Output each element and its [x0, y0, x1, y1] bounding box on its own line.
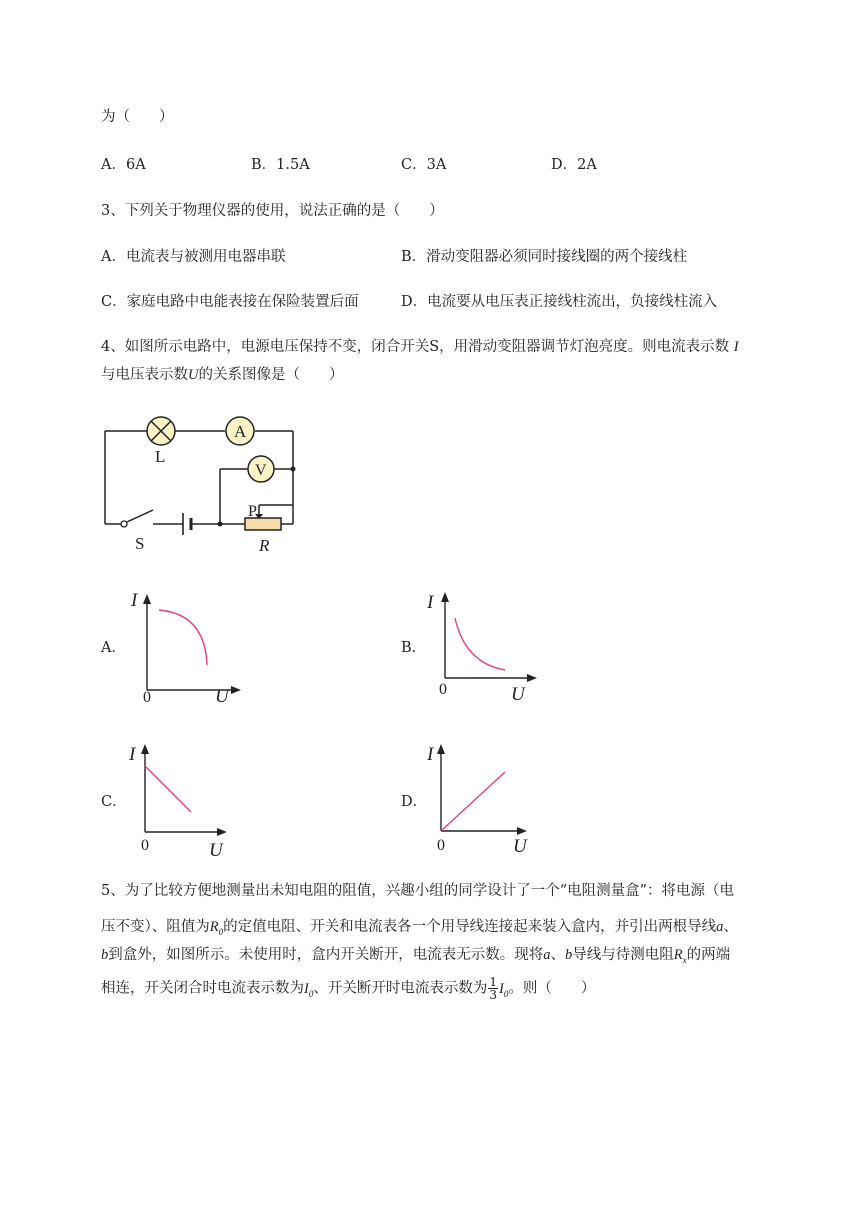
graph-b-origin: 0 [439, 681, 447, 698]
fraction-one-third: $\frac{1}{3}$ [489, 975, 497, 1002]
circuit-diagram [95, 405, 315, 560]
graph-d-x-label: U [513, 836, 527, 857]
switch-icon [121, 521, 127, 527]
lamp-icon [147, 417, 175, 445]
rheostat-label: R [259, 536, 270, 555]
voltmeter-label: V [255, 462, 267, 479]
var-i: I [733, 339, 739, 355]
graph-c-x-label: U [209, 840, 223, 860]
q4-option-c-label: C． [101, 794, 127, 810]
q3-option-a: A．电流表与被测用电器串联 [101, 249, 286, 265]
q2-option-b: B．1.5A [251, 157, 310, 173]
q3-option-d: D．电流要从电压表正接线柱流出，负接线柱流入 [401, 294, 718, 310]
q4-option-d-label: D． [401, 794, 428, 810]
q2-option-c: C．3A [401, 157, 447, 173]
ammeter-label: A [234, 422, 247, 441]
graph-b-y-label: I [427, 592, 434, 613]
graph-c-y-label: I [129, 744, 136, 765]
graph-b-curve [455, 618, 505, 670]
q3-option-c: C．家庭电路中电能表接在保险装置后面 [101, 294, 359, 310]
var-r0: $R_0$ [209, 919, 224, 937]
lamp-label: L [155, 447, 166, 466]
q3-stem: 3、下列关于物理仪器的使用，说法正确的是（ ） [101, 203, 444, 219]
graph-a [125, 590, 245, 705]
graph-b-x-label: U [511, 684, 525, 703]
graph-a-x-label: U [215, 686, 229, 705]
graph-d-origin: 0 [437, 837, 445, 854]
q4-option-b-label: B． [401, 640, 427, 656]
switch-label: S [135, 534, 145, 553]
var-i0: $I_0$ [304, 980, 314, 999]
q4-stem-line2: 与电压表示数U的关系图像是（ ） [101, 367, 344, 383]
graph-a-origin: 0 [143, 689, 151, 705]
q5-stem-line2: 压不变）、阻值为$R_0$的定值电阻、开关和电流表各一个用导线连接起来装入盒内，并引出两根导线a、 [101, 919, 738, 937]
q2-option-a: A．6A [101, 157, 146, 173]
var-rx: $R_x$ [673, 947, 687, 965]
q5-stem-line3: b到盒外，如图所示。未使用时，盒内开关断开，电流表无示数。现将a、b导线与待测电阻$R_x$的两端 [101, 947, 731, 965]
graph-c-origin: 0 [141, 837, 149, 854]
graph-a-curve [159, 610, 207, 665]
q2-stem-tail: 为（ ） [101, 109, 174, 125]
q2-option-d: D．2A [551, 157, 597, 173]
battery-icon [183, 513, 191, 535]
graph-c [125, 740, 245, 860]
graph-c-line [145, 766, 191, 812]
q4-stem-line1: 4、如图所示电路中，电源电压保持不变，闭合开关S，用滑动变阻器调节灯泡亮度。则电流表示数 I [101, 339, 739, 355]
slider-label: P [248, 503, 257, 520]
q3-option-b: B．滑动变阻器必须同时接线圈的两个接线柱 [401, 249, 688, 265]
q5-stem-line4: 相连，开关闭合时电流表示数为$I_0$、开关断开时电流表示数为 $\frac{1}{3}$ $I_0$。则（ ） [101, 975, 596, 1002]
graph-a-y-label: I [131, 590, 138, 611]
graph-b [425, 588, 545, 703]
graph-d-y-label: I [427, 744, 434, 765]
graph-d [425, 740, 545, 860]
q4-option-a-label: A． [101, 640, 126, 656]
var-u: U [188, 367, 199, 383]
var-a: a [716, 919, 724, 935]
graph-d-line [441, 772, 505, 831]
q5-stem-line1: 5、为了比较方便地测量出未知电阻的阻值，兴趣小组的同学设计了一个“电阻测量盒”：将电源（电 [101, 883, 735, 899]
